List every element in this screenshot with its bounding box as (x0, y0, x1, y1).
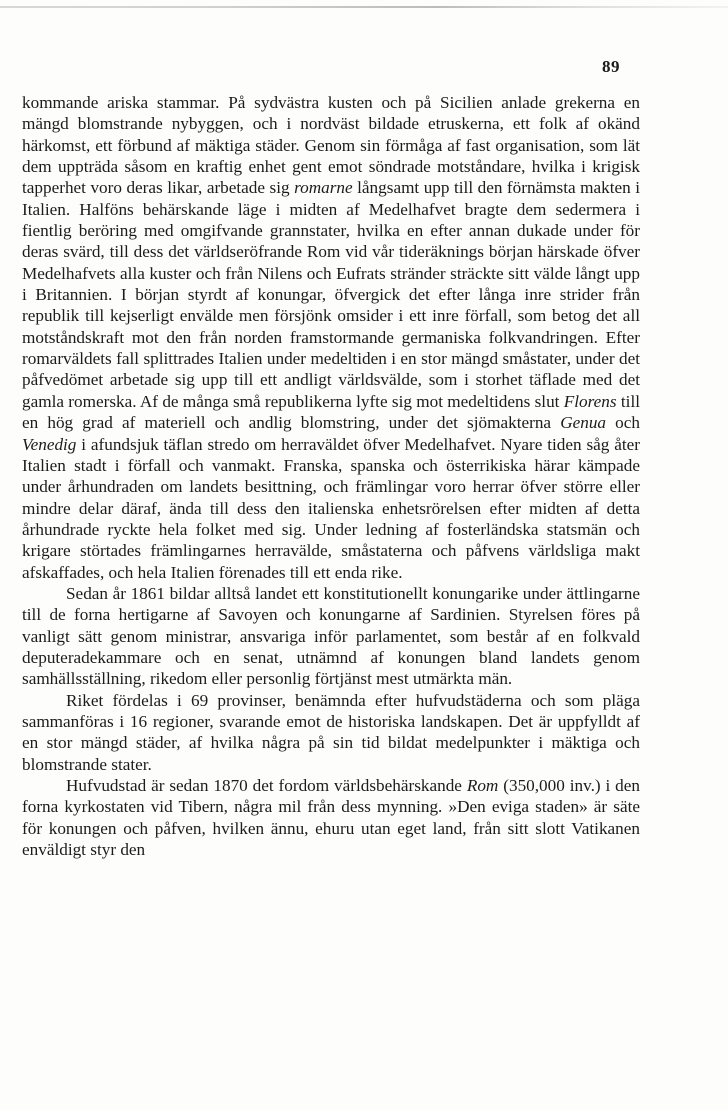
paragraph-1 (22, 92, 640, 583)
italic-term-romarne: romarne (294, 178, 353, 198)
text-segment: Riket fördelas i 69 provinser, benämnda efter hufvudstäderna och som pläga sammanföras i 16 regioner, svarande emot de historiska landskapen. Det är uppfylldt af en stor mängd städer, af hvilka några på sin tid bildat medelpunkter i mäktiga och blomstrande stater. (22, 690, 640, 774)
page-number: 89 (602, 57, 620, 76)
text-segment: i afundsjuk täflan stredo om herraväldet öfver Medelhafvet. Nyare tiden såg åter Italien stadt i förfall och vanmakt. Franska, spanska och österrikiska härar kämpade under århundraden om landets besittning, och främlingar voro herrar öfver större eller mindre delar däraf, ända till dess den italienska enhetsrörelsen efter midten af detta århundrade ryckte hela folket med sig. Under ledning af fosterländska statsmän och krigare störtades främlingarnes herravälde, småstaterna och påfvens världsliga makt afskaffades, och hela Italien förenades till ett enda rike. (22, 434, 640, 582)
text-segment: långsamt upp till den förnämsta makten i Italien. Halföns behärskande läge i midten af Medelhafvet bragte dem sedermera i fientlig beröring med omgifvande grannstater, hvilka en efter annan dukade under för deras svärd, till dess det världseröfrande Rom vid vår tideräknings början härskade öfver Medelhafvets alla kuster och från Nilens och Eufrats stränder sträckte sitt välde långt upp i Britannien. I början styrdt af konungar, öfvergick det efter långa inre strider från republik till kejserligt envälde men försjönk omsider i ett inre förfall, som betog det all motståndskraft mot den från norden framstormande germaniska folkvandringen. Efter romarväldets fall splittrades Italien under medeltiden i en stor mängd småstater, under det påfvedömet arbetade sig upp till ett andligt världsvälde, som i storhet täflade med det gamla romerska. Af de många små republikerna lyfte sig mot medeltidens slut (22, 178, 641, 411)
italic-term-venedig: Venedig (22, 434, 77, 454)
paragraph-2 (22, 583, 640, 690)
text-segment: (350,000 inv.) i den forna kyrkostaten vid Tibern, några mil från dess mynning. »Den eviga staden» är säte för konungen och påfven, hvilken ännu, ehuru utan eget land, från sitt slott Vatikanen enväldigt styr den (22, 776, 640, 860)
italic-term-genua: Genua (560, 413, 607, 433)
italic-term-rom: Rom (466, 776, 499, 795)
body-text (22, 92, 640, 860)
paragraph-4 (22, 775, 640, 860)
page-top-edge (0, 6, 728, 8)
text-segment: till en hög grad af materiell och andlig blomstring, under det sjömakterna (22, 391, 640, 433)
text-segment: kommande ariska stammar. På sydvästra kusten och på Sicilien anlade grekerna en mängd blomstrande nybyggen, och i nordväst bildade etruskerna, ett folk af okänd härkomst, ett förbund af mäktiga städer. Genom sin förmåga af fast organisation, som lät dem uppträda såsom en kraftig enhet gent emot söndrade motståndare, hvilka i krigisk tapperhet voro deras likar, arbetade sig (22, 93, 640, 198)
paragraph-3 (22, 690, 640, 775)
text-segment: Sedan år 1861 bildar alltså landet ett konstitutionellt konungarike under ättlingarne till de forna hertigarne af Savoyen och konungarne af Sardinien. Styrelsen föres på vanligt sätt genom ministrar, ansvariga inför parlamentet, som består af en folkvald deputeradekammare och en senat, utnämnd af konungen bland landets genom samhällsställning, rikedom eller personlig förtjänst mest utmärkta män. (22, 583, 640, 689)
italic-term-florens: Florens (563, 391, 617, 411)
text-segment: Hufvudstad är sedan 1870 det fordom världsbehärskande (66, 776, 467, 795)
text-segment: och (606, 413, 640, 433)
